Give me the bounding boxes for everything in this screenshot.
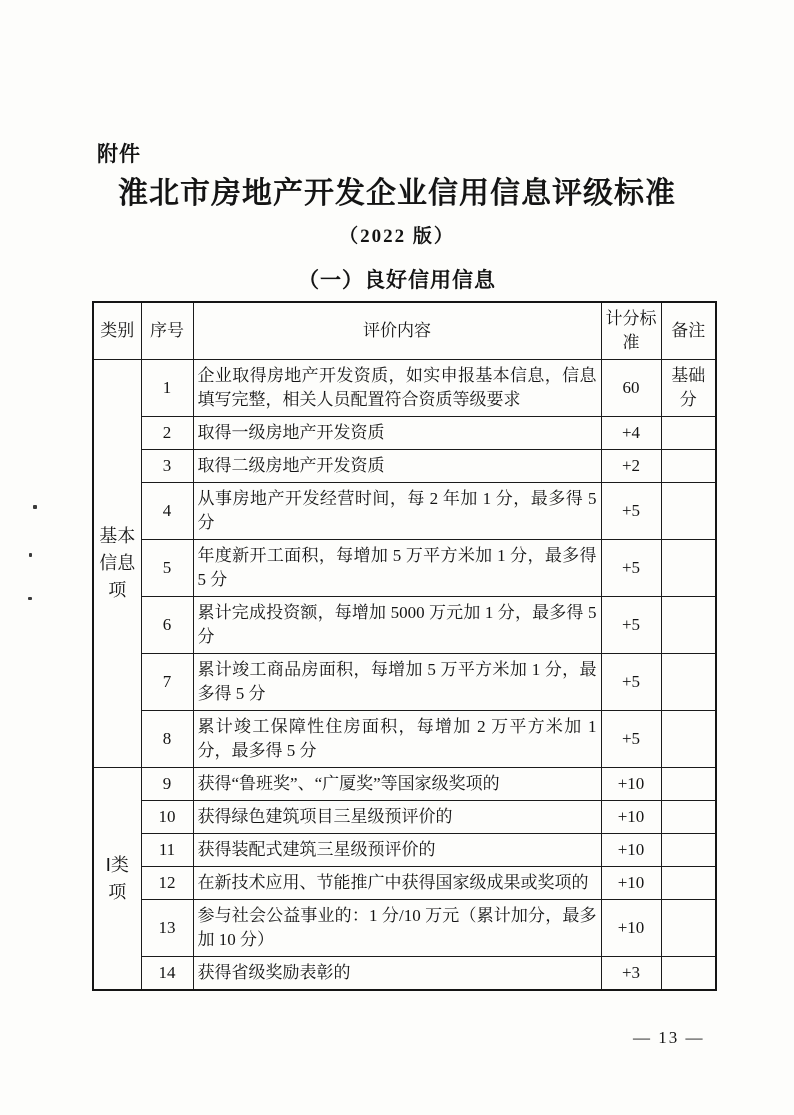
row-no: 7 (141, 654, 193, 711)
row-score: +10 (601, 900, 661, 957)
row-remark (661, 450, 716, 483)
header-content: 评价内容 (193, 302, 601, 360)
row-no: 1 (141, 360, 193, 417)
row-content: 获得“鲁班奖”、“广厦奖”等国家级奖项的 (193, 768, 601, 801)
row-remark (661, 957, 716, 991)
row-remark: 基础分 (661, 360, 716, 417)
header-category: 类别 (93, 302, 141, 360)
table-row (93, 654, 716, 711)
row-no: 5 (141, 540, 193, 597)
row-content: 取得二级房地产开发资质 (193, 450, 601, 483)
row-score: 60 (601, 360, 661, 417)
row-score: +5 (601, 654, 661, 711)
row-no: 8 (141, 711, 193, 768)
row-score: +5 (601, 597, 661, 654)
row-content: 取得一级房地产开发资质 (193, 417, 601, 450)
row-content: 获得装配式建筑三星级预评价的 (193, 834, 601, 867)
row-remark (661, 801, 716, 834)
row-no: 10 (141, 801, 193, 834)
row-no: 13 (141, 900, 193, 957)
attachment-label: 附件 (97, 143, 141, 166)
row-remark (661, 654, 716, 711)
header-score: 计分标准 (601, 302, 661, 360)
row-content: 累计竣工商品房面积，每增加 5 万平方米加 1 分，最多得 5 分 (193, 654, 601, 711)
table-row (93, 711, 716, 768)
table-row (93, 483, 716, 540)
row-content: 在新技术应用、节能推广中获得国家级成果或奖项的 (193, 867, 601, 900)
section-title: （一）良好信用信息 (298, 269, 496, 292)
table-row (93, 417, 716, 450)
row-content: 参与社会公益事业的：1 分/10 万元（累计加分，最多加 10 分） (193, 900, 601, 957)
row-content: 累计完成投资额，每增加 5000 万元加 1 分，最多得 5 分 (193, 597, 601, 654)
row-score: +5 (601, 483, 661, 540)
category-basic-info: 基本信息项 (93, 360, 141, 768)
row-remark (661, 867, 716, 900)
table-row (93, 957, 716, 991)
row-score: +3 (601, 957, 661, 991)
document-title: 淮北市房地产开发企业信用信息评级标准 (118, 177, 676, 210)
row-remark (661, 834, 716, 867)
row-score: +5 (601, 540, 661, 597)
header-remark: 备注 (661, 302, 716, 360)
category-class-one: Ⅰ类项 (93, 768, 141, 991)
header-serial: 序号 (141, 302, 193, 360)
row-no: 11 (141, 834, 193, 867)
table-row (93, 834, 716, 867)
row-remark (661, 711, 716, 768)
row-content: 年度新开工面积，每增加 5 万平方米加 1 分，最多得 5 分 (193, 540, 601, 597)
table-row (93, 867, 716, 900)
row-content: 获得绿色建筑项目三星级预评价的 (193, 801, 601, 834)
document-subtitle: （2022 版） (339, 226, 455, 247)
row-no: 9 (141, 768, 193, 801)
table-row (93, 450, 716, 483)
row-remark (661, 540, 716, 597)
row-no: 4 (141, 483, 193, 540)
table-row (93, 360, 716, 417)
table-row (93, 597, 716, 654)
row-no: 14 (141, 957, 193, 991)
row-no: 6 (141, 597, 193, 654)
scan-speck (33, 505, 37, 509)
row-content: 累计竣工保障性住房面积，每增加 2 万平方米加 1 分，最多得 5 分 (193, 711, 601, 768)
page-number: — 13 — (633, 1028, 705, 1047)
credit-rating-table (92, 301, 717, 991)
row-score: +10 (601, 834, 661, 867)
row-remark (661, 417, 716, 450)
table-row (93, 900, 716, 957)
row-no: 3 (141, 450, 193, 483)
row-score: +10 (601, 768, 661, 801)
scan-speck (28, 597, 32, 600)
row-remark (661, 768, 716, 801)
row-score: +2 (601, 450, 661, 483)
row-remark (661, 900, 716, 957)
table-header-row (93, 302, 716, 360)
row-content: 企业取得房地产开发资质，如实申报基本信息，信息填写完整，相关人员配置符合资质等级要求 (193, 360, 601, 417)
row-score: +10 (601, 867, 661, 900)
row-score: +10 (601, 801, 661, 834)
table-row (93, 801, 716, 834)
table-row (93, 540, 716, 597)
row-remark (661, 483, 716, 540)
row-remark (661, 597, 716, 654)
row-score: +4 (601, 417, 661, 450)
row-score: +5 (601, 711, 661, 768)
row-no: 2 (141, 417, 193, 450)
row-content: 获得省级奖励表彰的 (193, 957, 601, 991)
row-no: 12 (141, 867, 193, 900)
row-content: 从事房地产开发经营时间，每 2 年加 1 分，最多得 5 分 (193, 483, 601, 540)
table-row (93, 768, 716, 801)
scan-speck (29, 553, 32, 557)
